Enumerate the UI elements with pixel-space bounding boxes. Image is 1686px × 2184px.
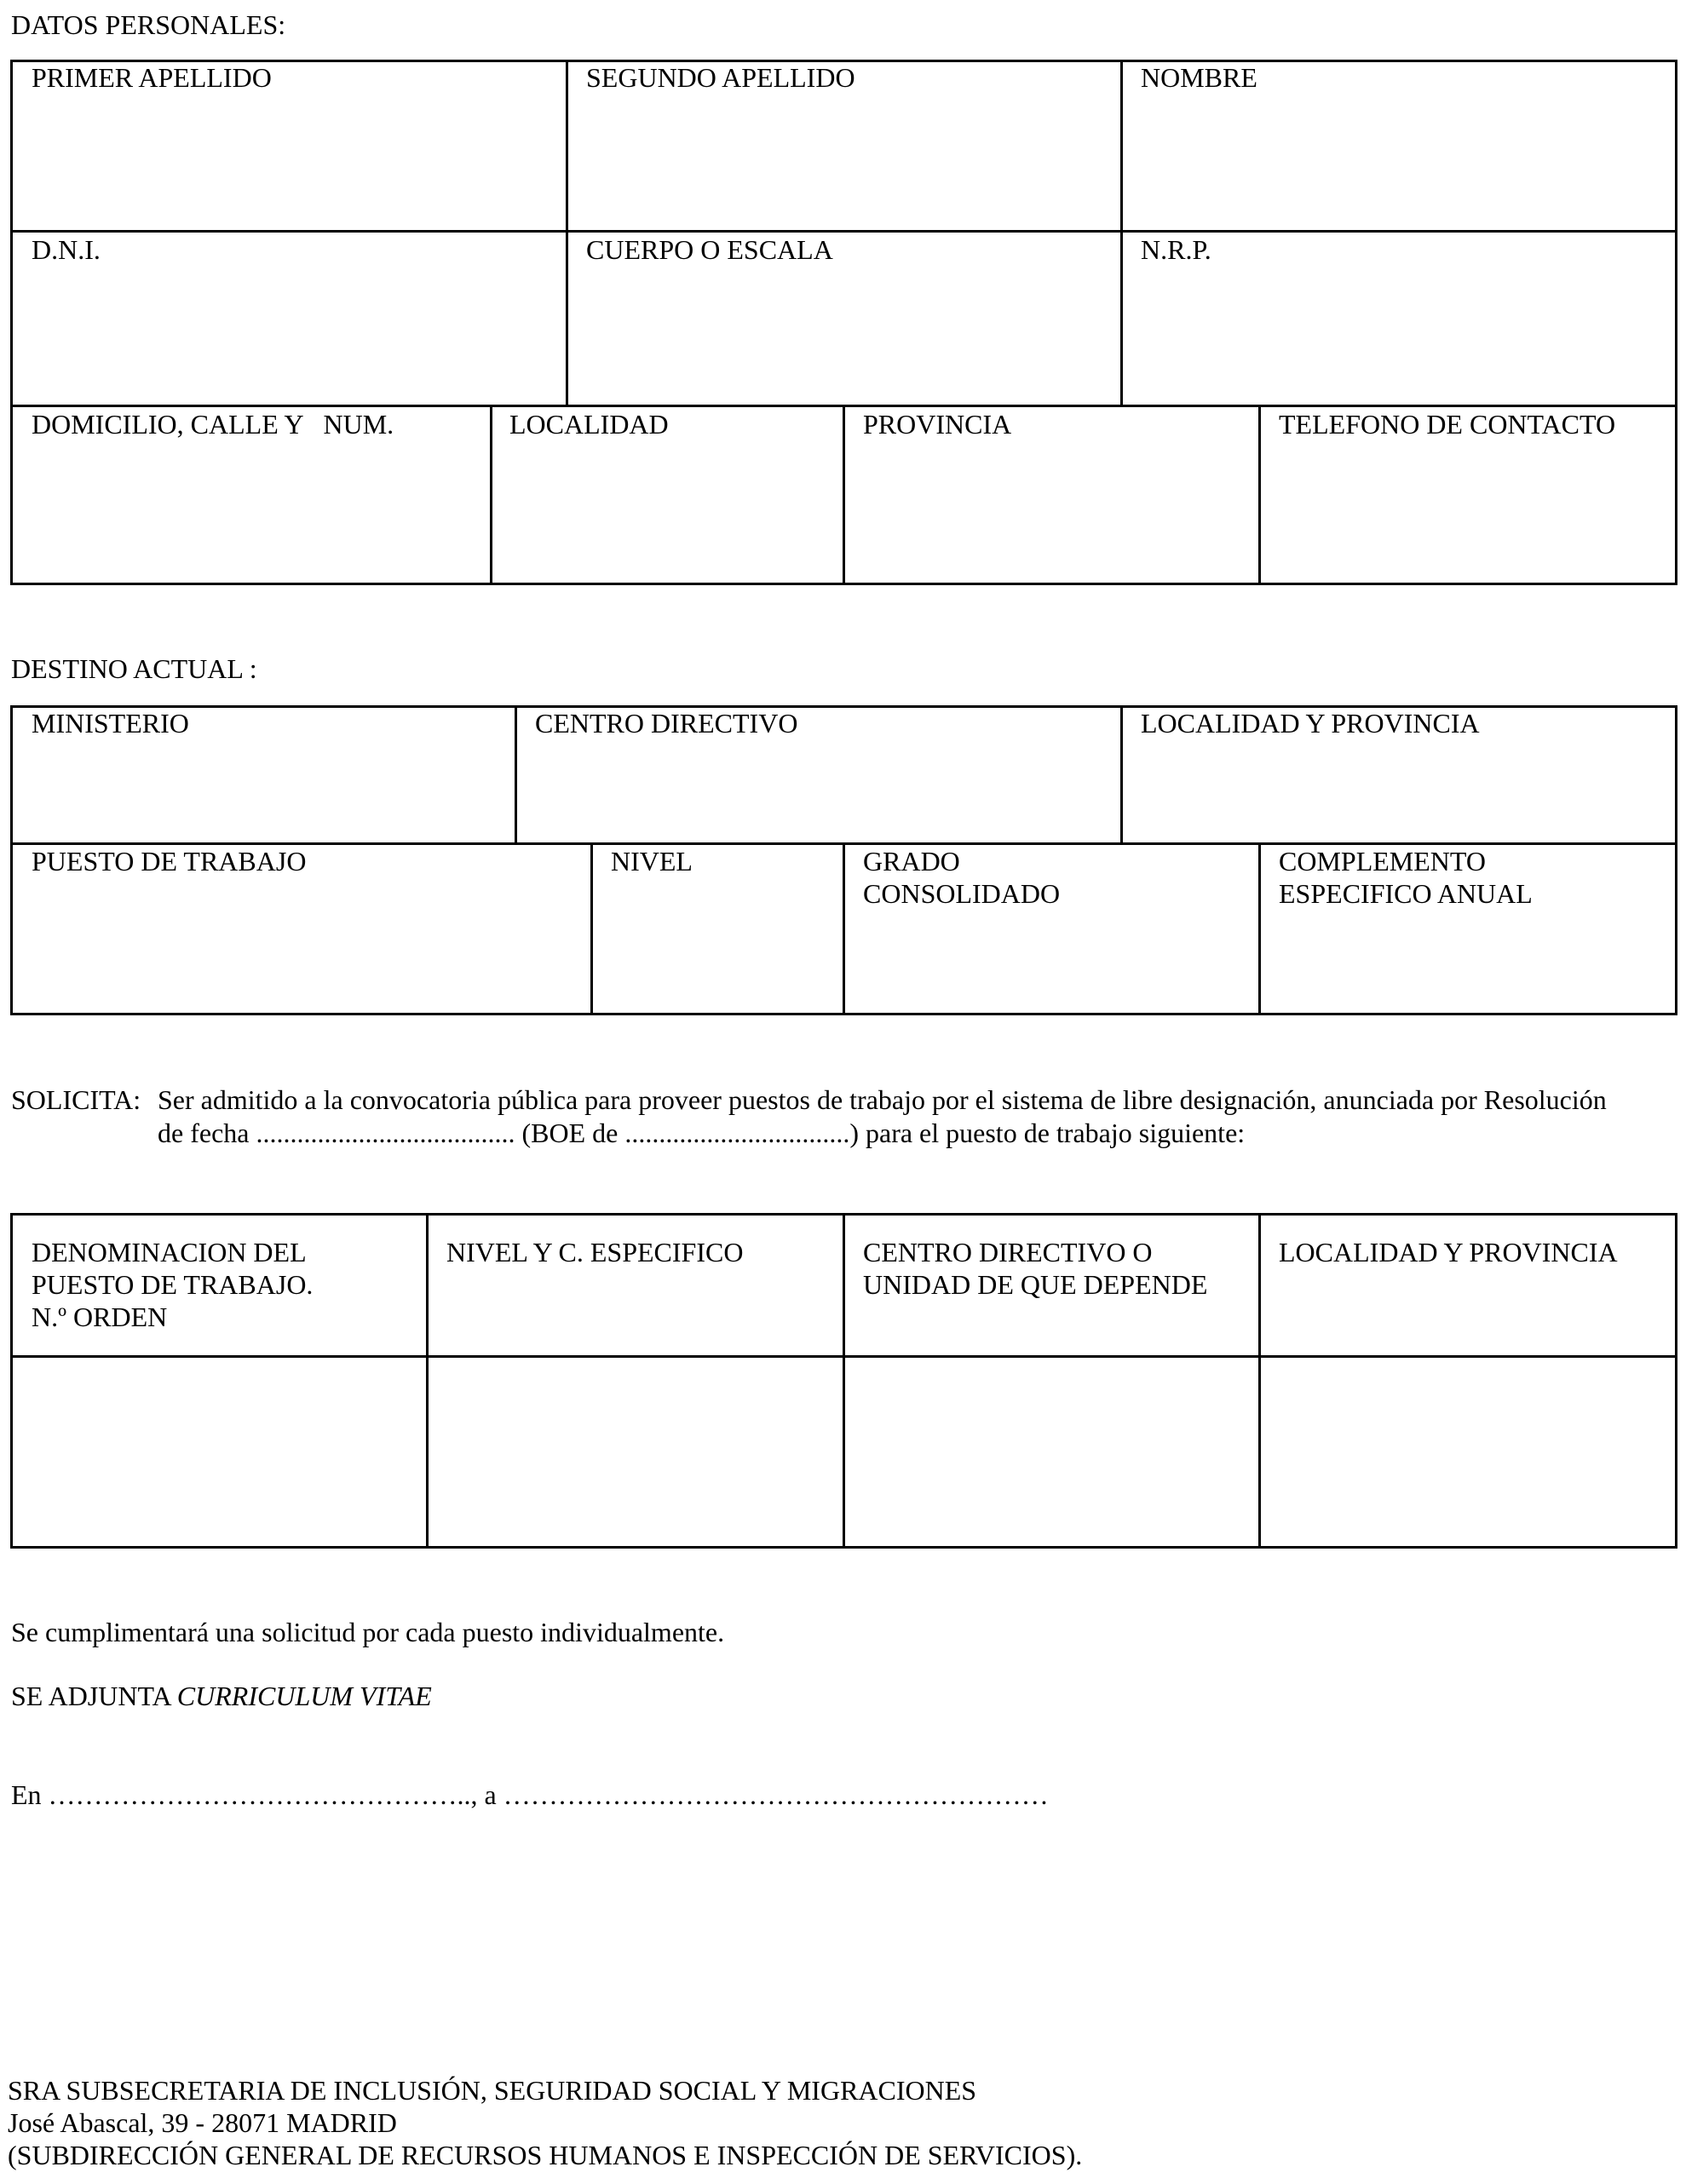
solicita-text-line2: de fecha ...................................... (BOE de .................................) para el puesto de trabajo siguiente: xyxy=(158,1118,1246,1148)
denominacion-line: PUESTO DE TRABAJO. xyxy=(32,1268,314,1300)
domicilio-field[interactable]: DOMICILIO, CALLE Y NUM. xyxy=(32,409,394,440)
adjunta-prefix: SE ADJUNTA xyxy=(11,1681,177,1711)
row-divider xyxy=(10,230,1677,233)
col-divider xyxy=(1120,60,1123,405)
destino-actual-heading: DESTINO ACTUAL : xyxy=(11,653,257,684)
col-divider xyxy=(843,405,845,585)
curriculum-vitae-text: CURRICULUM VITAE xyxy=(176,1681,432,1711)
nombre-field[interactable]: NOMBRE xyxy=(1141,62,1257,93)
solicita-text-line1: Ser admitido a la convocatoria pública para proveer puestos de trabajo por el sistema de libre designación, anunciada por Resolución xyxy=(158,1084,1607,1115)
denominacion-header xyxy=(32,1237,313,1333)
localidad-provincia-field[interactable]: LOCALIDAD Y PROVINCIA xyxy=(1141,708,1480,739)
localidad-provincia-header: LOCALIDAD Y PROVINCIA xyxy=(1279,1237,1618,1267)
col-divider xyxy=(843,842,845,1015)
dni-field[interactable]: D.N.I. xyxy=(32,234,101,265)
complemento-label-line: ESPECIFICO ANUAL xyxy=(1279,877,1533,909)
nrp-field[interactable]: N.R.P. xyxy=(1141,234,1211,265)
segundo-apellido-field[interactable]: SEGUNDO APELLIDO xyxy=(586,62,855,93)
footer-subdireccion: (SUBDIRECCIÓN GENERAL DE RECURSOS HUMANOS E INSPECCIÓN DE SERVICIOS). xyxy=(8,2140,1083,2170)
footer-address: José Abascal, 39 - 28071 MADRID xyxy=(8,2107,397,2138)
col-divider xyxy=(1258,405,1261,585)
centro-line: UNIDAD DE QUE DEPENDE xyxy=(863,1268,1208,1300)
provincia-field[interactable]: PROVINCIA xyxy=(863,409,1012,440)
centro-line: CENTRO DIRECTIVO O xyxy=(863,1237,1153,1267)
primer-apellido-field[interactable]: PRIMER APELLIDO xyxy=(32,62,272,93)
complemento-especifico-field[interactable] xyxy=(1279,846,1533,911)
grado-label-line: CONSOLIDADO xyxy=(863,877,1061,909)
solicita-label: SOLICITA: xyxy=(11,1084,141,1115)
nivel-field[interactable]: NIVEL xyxy=(611,846,693,876)
ministerio-field[interactable]: MINISTERIO xyxy=(32,708,189,739)
localidad-provincia-input-cell[interactable] xyxy=(1261,1358,1675,1546)
denominacion-line: DENOMINACION DEL xyxy=(32,1237,307,1267)
col-divider xyxy=(1258,842,1261,1015)
col-divider xyxy=(1120,705,1123,842)
nivel-especifico-input-cell[interactable] xyxy=(429,1358,843,1546)
col-divider xyxy=(515,705,517,842)
localidad-field[interactable]: LOCALIDAD xyxy=(509,409,669,440)
nivel-especifico-header: NIVEL Y C. ESPECIFICO xyxy=(446,1237,744,1267)
grado-label-line: GRADO xyxy=(863,846,960,876)
cuerpo-escala-field[interactable]: CUERPO O ESCALA xyxy=(586,234,833,265)
complemento-label-line: COMPLEMENTO xyxy=(1279,846,1486,876)
denominacion-line: N.º ORDEN xyxy=(32,1301,168,1332)
en-fecha-line[interactable]: En ……………………………………….., a …………………………………………………… xyxy=(11,1779,1049,1810)
telefono-field[interactable]: TELEFONO DE CONTACTO xyxy=(1279,409,1616,440)
col-divider xyxy=(590,842,593,1015)
una-solicitud-note: Se cumplimentará una solicitud por cada puesto individualmente. xyxy=(11,1617,725,1647)
col-divider xyxy=(490,405,492,585)
centro-directivo-header xyxy=(863,1237,1207,1302)
grado-consolidado-field[interactable] xyxy=(863,846,1060,911)
datos-personales-heading: DATOS PERSONALES: xyxy=(11,9,286,40)
col-divider xyxy=(566,60,568,405)
adjunta-cv-note xyxy=(11,1680,432,1712)
puesto-trabajo-field[interactable]: PUESTO DE TRABAJO xyxy=(32,846,307,876)
denominacion-input-cell[interactable] xyxy=(13,1358,426,1546)
footer-addressee: SRA SUBSECRETARIA DE INCLUSIÓN, SEGURIDAD SOCIAL Y MIGRACIONES xyxy=(8,2075,977,2106)
centro-directivo-field[interactable]: CENTRO DIRECTIVO xyxy=(535,708,798,739)
centro-directivo-input-cell[interactable] xyxy=(845,1358,1258,1546)
